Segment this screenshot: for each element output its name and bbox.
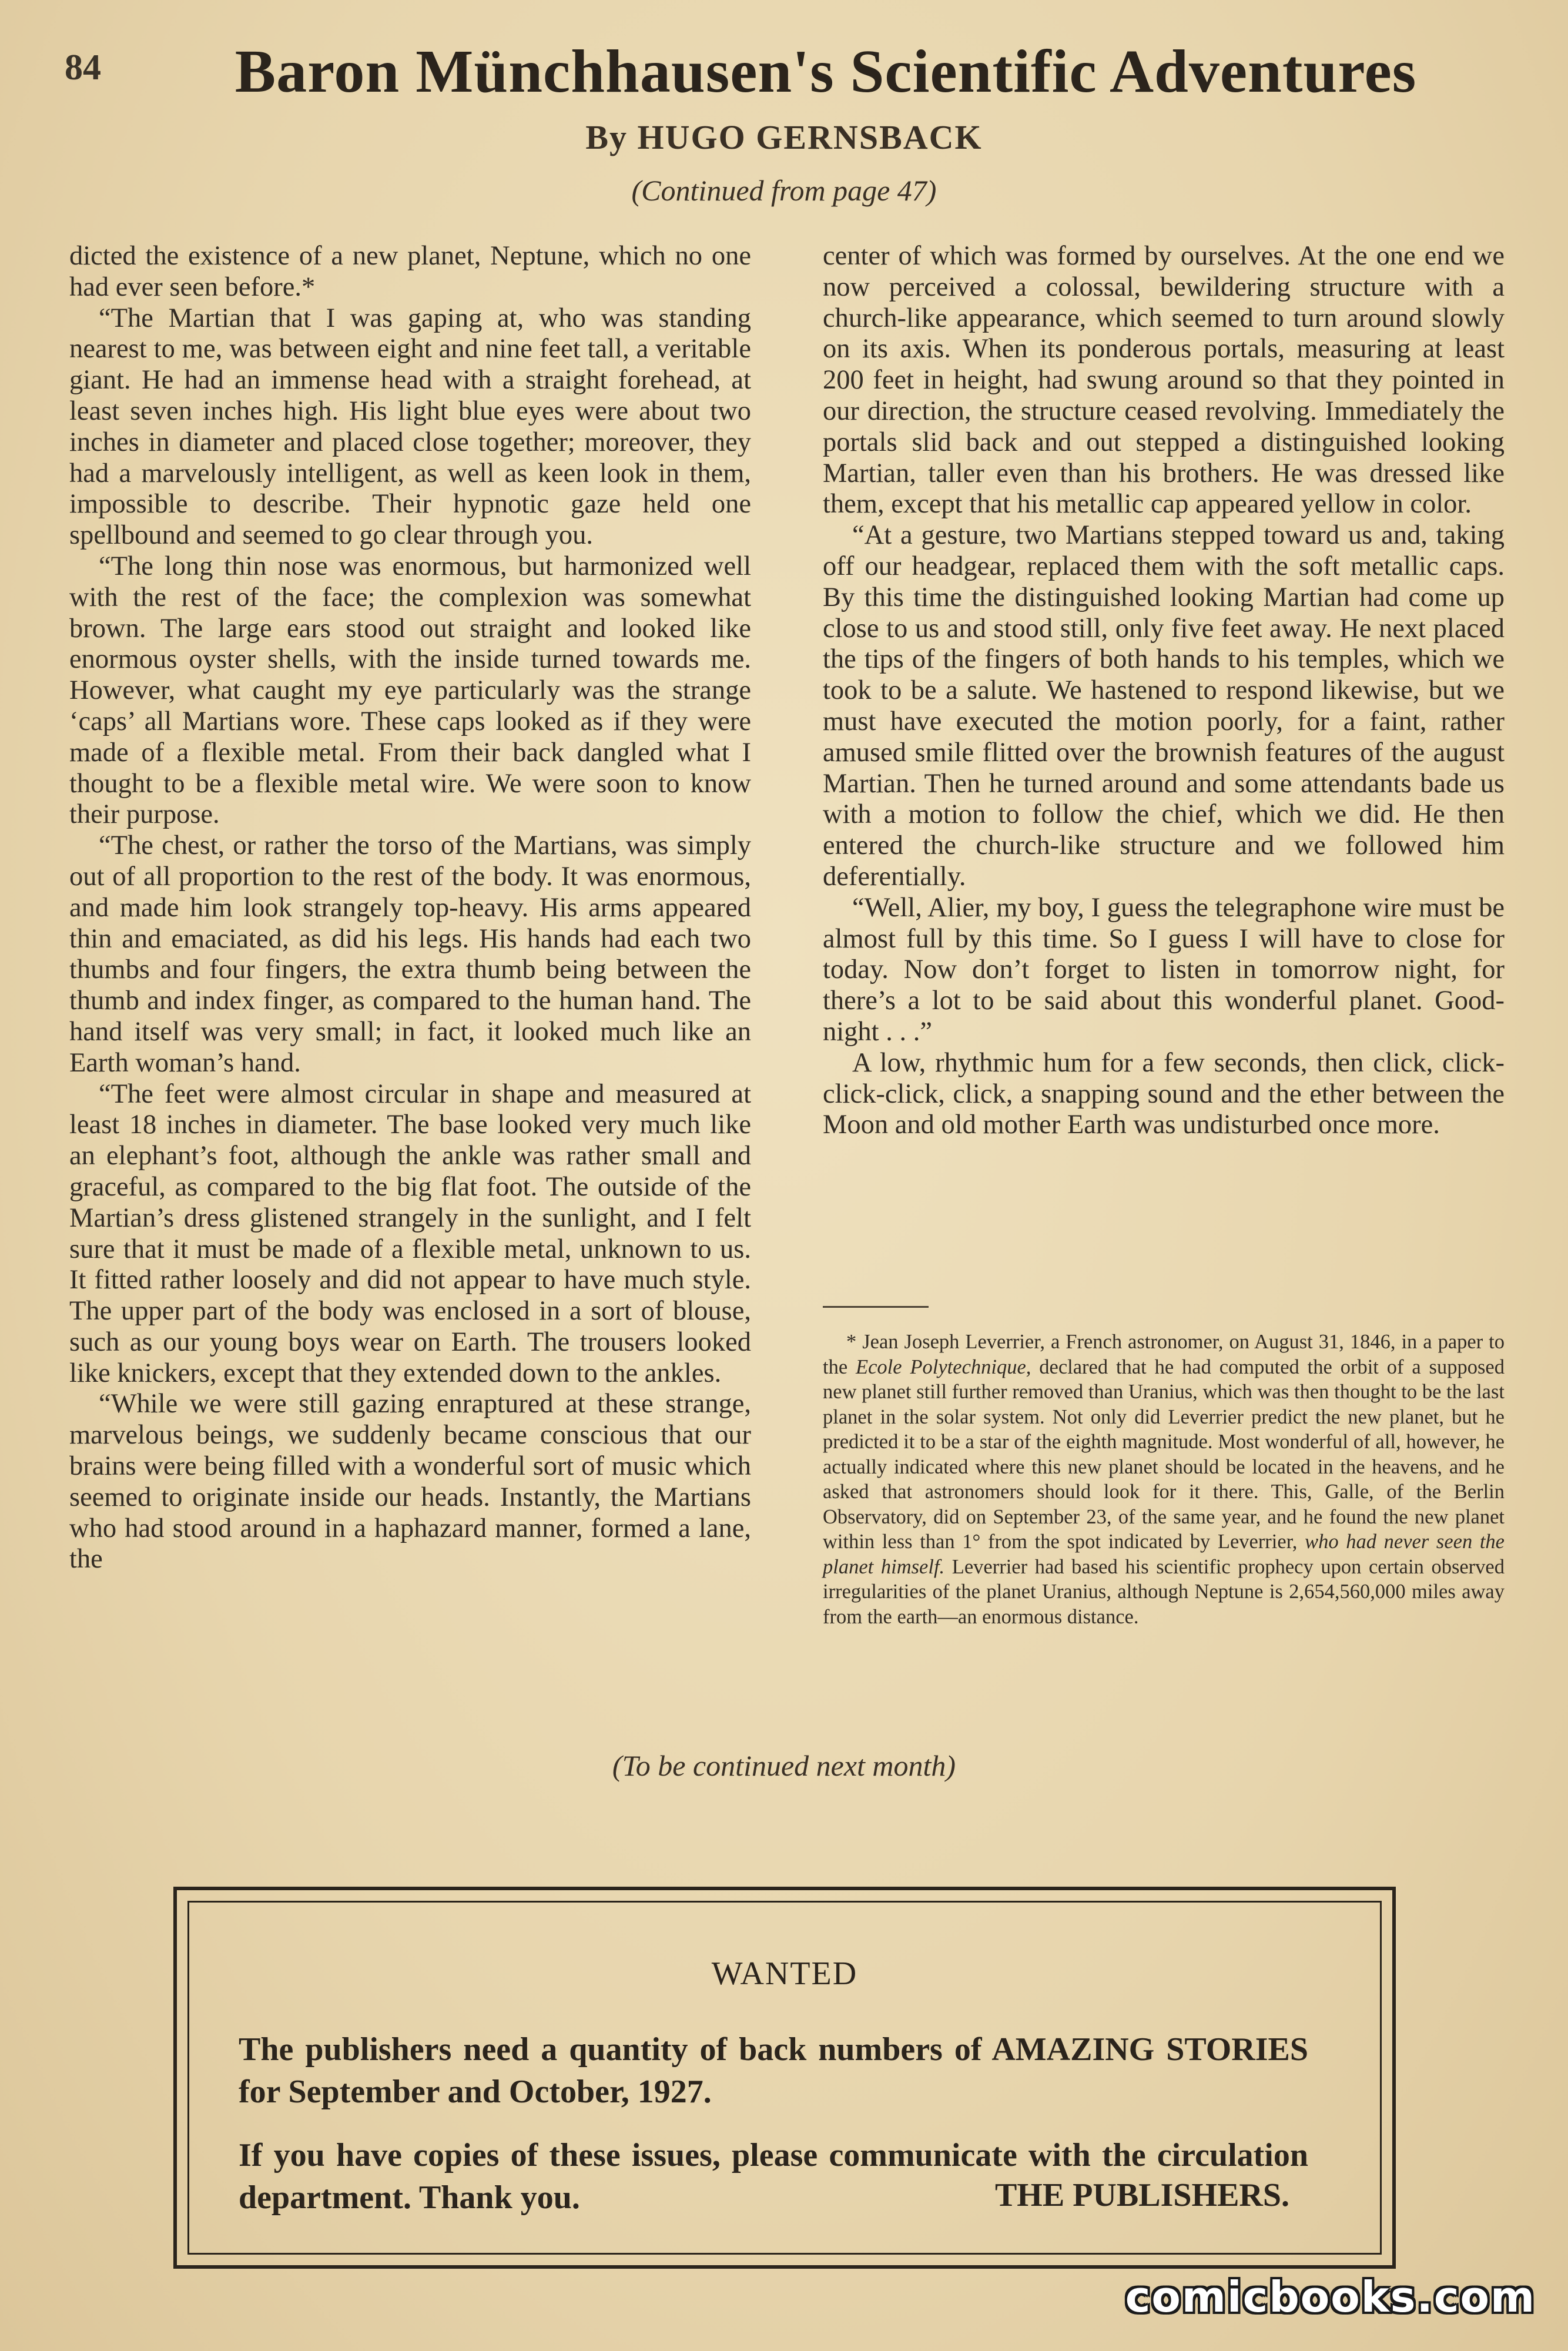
article-paragraph: “At a gesture, two Martians stepped toward us and, taking off our headgear, replaced them with the soft metallic caps. By this time the distinguished looking Martian had come up close to us and stood still, only five feet away. He next placed the tips of the fingers of both hands to his temples, which we took to be a salute. We hastened to respond likewise, but we must have executed the motion poorly, for a faint, rather amused smile flitted over the brownish features of the august Martian. Then he turned around and some attendants bade us with a motion to follow the chief, which we did. He then entered the church-like structure and we followed him deferentially. bbox=[823, 520, 1505, 892]
footnote-divider bbox=[823, 1306, 929, 1308]
continued-from-text: (Continued from page 47) bbox=[631, 174, 937, 207]
footnote-italic-2: who had never seen the planet himself. bbox=[823, 1531, 1505, 1578]
wanted-ad-signature: THE PUBLISHERS. bbox=[994, 2177, 1289, 2213]
article-paragraph: A low, rhythmic hum for a few seconds, then click, click-click-click, click, a snapping sound and the ether between the Moon and old mother Earth was undisturbed once more. bbox=[823, 1047, 1505, 1140]
continued-next-note: (To be continued next month) bbox=[612, 1749, 956, 1782]
article-paragraph: “The Martian that I was gaping at, who was standing nearest to me, was between eight and nine feet tall, a veritable giant. He had an immense head with a straight forehead, at least seven inches high. His light blue eyes were about two inches in diameter and placed close together; moreover, they had a marvelously intelligent, as well as keen look in them, impossible to describe. Their hypnotic gaze held one spellbound and seemed to go clear through you. bbox=[69, 303, 751, 551]
footnote-paragraph bbox=[823, 1329, 1505, 1629]
right-text-column bbox=[823, 241, 1505, 1141]
article-paragraph: “The feet were almost circular in shape and measured at least 18 inches in diameter. The base looked very much like an elephant’s foot, although the ankle was rather small and graceful, as compared to the big flat foot. The outside of the Martian’s dress glistened strangely in the sunlight, and I felt sure that it must be made of a flexible metal, unknown to us. It fitted rather loosely and did not appear to have much style. The upper part of the body was enclosed in a sort of blouse, such as our young boys wear on Earth. The trousers looked like knickers, except that they extended down to the ankles. bbox=[69, 1079, 751, 1388]
wanted-ad-heading: WANTED bbox=[711, 1955, 858, 1992]
footnote-text-1: * Jean Joseph Leverrier, a French astronomer, on August 31, 1846, in a paper to the bbox=[823, 1331, 1505, 1378]
page-number: 84 bbox=[65, 48, 101, 88]
article-paragraph: “While we were still gazing enraptured at these strange, marvelous beings, we suddenly became conscious that our brains were being filled with a wonderful sort of music which seemed to originate inside our heads. Instantly, the Martians who had stood around in a haphazard manner, formed a lane, the bbox=[69, 1389, 751, 1575]
footnote-text-3: Leverrier had based his scientific prophecy upon certain observed irregularities of the planet Uranius, although Neptune is 2,654,560,000 miles away from the earth—an enormous distance. bbox=[823, 1555, 1505, 1628]
wanted-ad-box bbox=[173, 1887, 1396, 2269]
wanted-ad-paragraph-1: The publishers need a quantity of back numbers of AMAZING STORIES for September and October, 1927. bbox=[239, 2031, 1308, 2110]
continued-from-note bbox=[0, 173, 1568, 207]
article-paragraph: dicted the existence of a new planet, Neptune, which no one had ever seen before.* bbox=[69, 241, 751, 302]
footnote bbox=[823, 1329, 1505, 1629]
article-paragraph: “The chest, or rather the torso of the Martians, was simply out of all proportion to the rest of the body. It was enormous, and made him look strangely top-heavy. His arms appeared thin and emaciated, as did his legs. His hands had each two thumbs and four fingers, the extra thumb being between the thumb and index finger, as compared to the human hand. The hand itself was very small; in fact, it looked much like an Earth woman’s hand. bbox=[69, 830, 751, 1078]
byline: By HUGO GERNSBACK bbox=[585, 118, 983, 156]
wanted-ad-paragraph-2-text: If you have copies of these issues, please communicate with the circulation department. Thank you. bbox=[239, 2137, 1308, 2216]
article-paragraph: “The long thin nose was enormous, but harmonized well with the rest of the face; the complexion was somewhat brown. The large ears stood out straight and looked like enormous oyster shells, with the inside turned towards me. However, what caught my eye particularly was the strange ‘caps’ all Martians wore. These caps looked as if they were made of a flexible metal. From their back dangled what I thought to be a flexible metal wire. We were soon to know their purpose. bbox=[69, 551, 751, 830]
article-paragraph: center of which was formed by ourselves. At the one end we now perceived a colossal, bewildering structure with a church-like appearance, which seemed to turn around slowly on its axis. When its ponderous portals, measuring at least 200 feet in height, had swung around so that they pointed in our direction, the structure ceased revolving. Immediately the portals slid back and out stepped a distinguished looking Martian, taller even than his brothers. He was dressed like them, except that his metallic cap appeared yellow in color. bbox=[823, 241, 1505, 520]
footnote-italic-1: Ecole Polytechnique, bbox=[856, 1355, 1031, 1378]
left-text-column bbox=[69, 241, 751, 1575]
article-title: Baron Münchhausen's Scientific Adventures bbox=[234, 38, 1417, 105]
footnote-text-2: declared that he had computed the orbit of a supposed new planet still further removed than Uranius, which was then thought to be the last planet in the solar system. Not only did Leverrier predict the new planet, but he predicted it to be a star of the eighth magnitude. Most wonderful of all, however, he actually indicated where this new planet should be located in the heavens, and he asked that astronomers should look for it there. This, Galle, of the Berlin Observatory, did on September 23, of the same year, and he found the new planet within less than 1° from the spot indicated by Leverrier, bbox=[823, 1355, 1505, 1553]
site-watermark: comicbooks.com bbox=[1125, 2272, 1536, 2322]
article-paragraph: “Well, Alier, my boy, I guess the telegraphone wire must be almost full by this time. So I guess I will have to close for today. Now don’t forget to listen in tomorrow night, for there’s a lot to be said about this wonderful planet. Good-night . . .” bbox=[823, 892, 1505, 1047]
